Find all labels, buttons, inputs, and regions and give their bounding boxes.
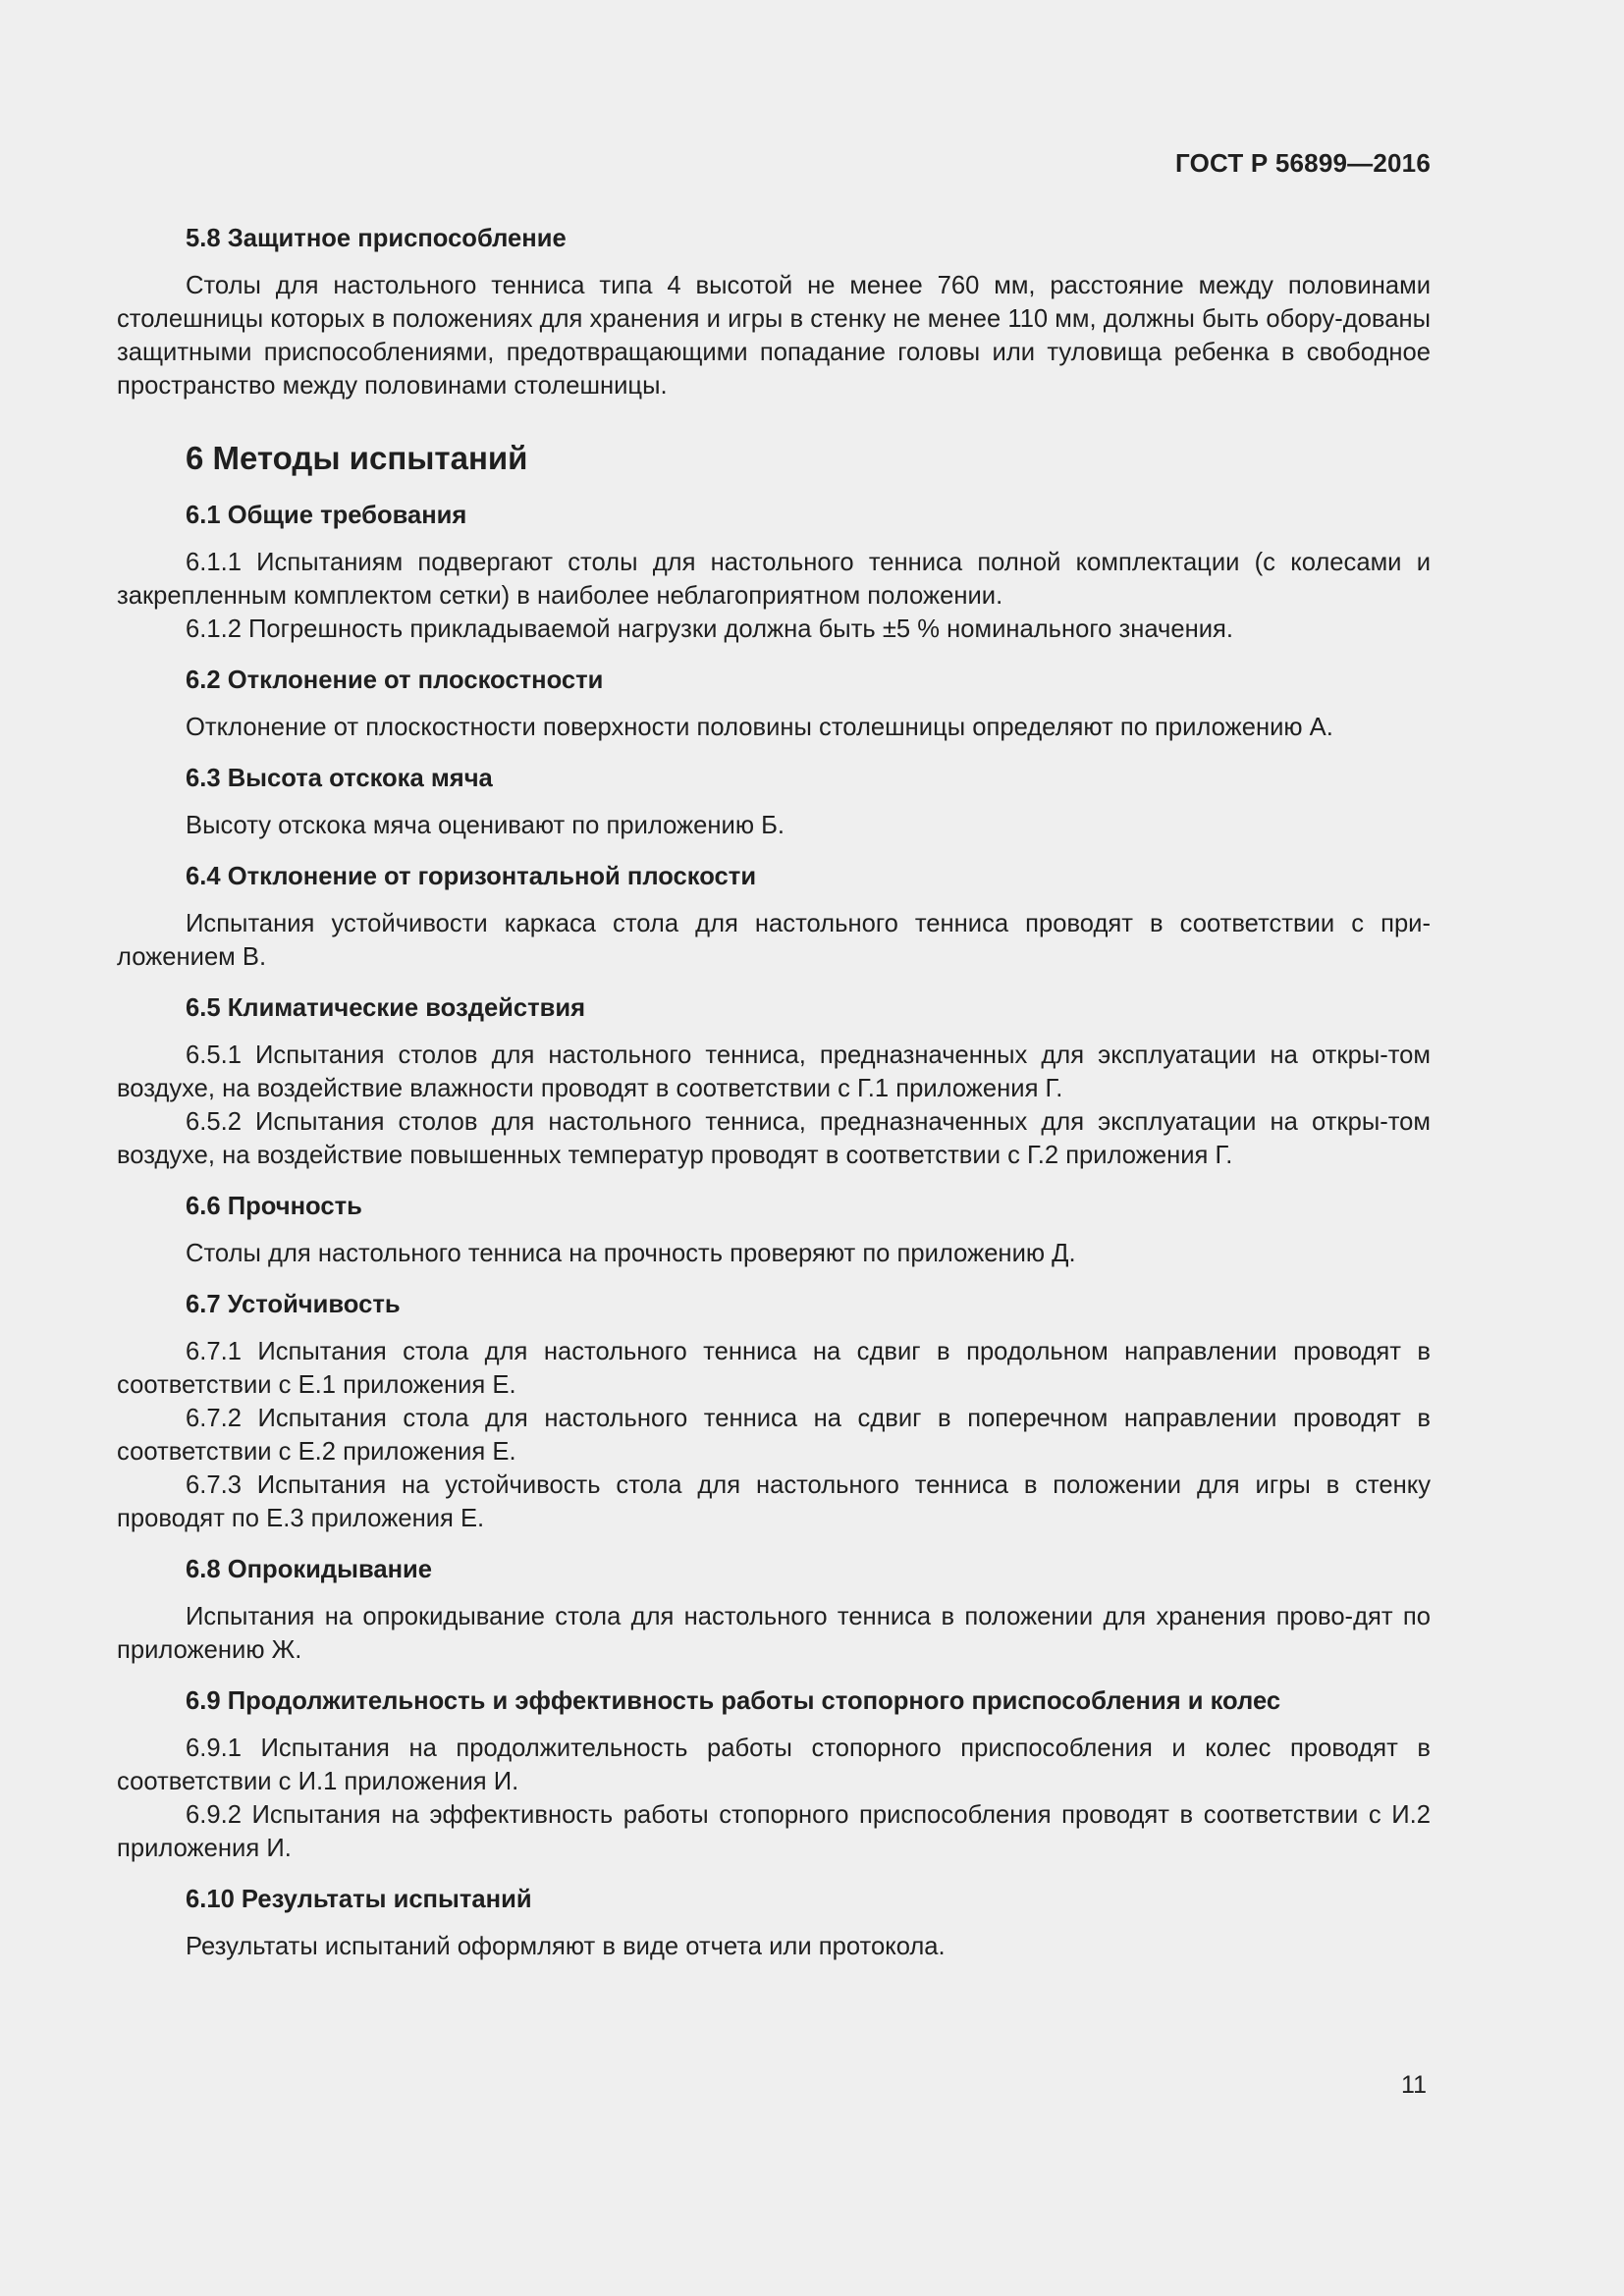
- section-6-7-2-text: 6.7.2 Испытания стола для настольного тенниса на сдвиг в поперечном направлении проводят в соответствии с Е.2 приложения Е.: [117, 1405, 1431, 1466]
- section-6-2-text: Отклонение от плоскостности поверхности половины столешницы определяют по приложению А.: [186, 714, 1333, 741]
- section-6-1-title: 6.1 Общие требования: [186, 502, 467, 529]
- section-6-1-1-text: 6.1.1 Испытаниям подвергают столы для настольного тенниса полной комплектации (с колесами и закрепленным комплектом сетки) в наиболее неблагоприятном положении.: [117, 549, 1431, 610]
- section-6-10-text: Результаты испытаний оформляют в виде отчета или протокола.: [186, 1933, 946, 1960]
- section-6-9-title: 6.9 Продолжительность и эффективность работы стопорного приспособления и колес: [186, 1687, 1281, 1715]
- section-6-4-title: 6.4 Отклонение от горизонтальной плоскости: [186, 863, 757, 890]
- section-6-10-title: 6.10 Результаты испытаний: [186, 1886, 532, 1913]
- section-6-4-text: Испытания устойчивости каркаса стола для настольного тенниса проводят в соответствии с при-ложением В.: [117, 910, 1431, 971]
- section-6-3-title: 6.3 Высота отскока мяча: [186, 765, 493, 792]
- section-6-8-text: Испытания на опрокидывание стола для настольного тенниса в положении для хранения прово-дят по приложению Ж.: [117, 1603, 1431, 1664]
- section-5-8-text: Столы для настольного тенниса типа 4 высотой не менее 760 мм, расстояние между половинами столешницы которых в положениях для хранения и игры в стенку не менее 110 мм, должны быть обору-дованы защитными приспособлениями, предотвращающими попадание головы или туловища ребенка в свободное пространство между половинами столешницы.: [117, 272, 1431, 400]
- section-6-9-1-text: 6.9.1 Испытания на продолжительность работы стопорного приспособления и колес проводят в соответствии с И.1 приложения И.: [117, 1735, 1431, 1795]
- page-number: 11: [1401, 2071, 1427, 2099]
- section-6-8-title: 6.8 Опрокидывание: [186, 1556, 433, 1583]
- section-6-6-text: Столы для настольного тенниса на прочность проверяют по приложению Д.: [186, 1240, 1076, 1267]
- section-6-title: 6 Методы испытаний: [186, 440, 528, 476]
- section-6-1-2-text: 6.1.2 Погрешность прикладываемой нагрузки должна быть ±5 % номинального значения.: [186, 615, 1234, 643]
- section-6-2-title: 6.2 Отклонение от плоскостности: [186, 667, 604, 694]
- section-6-7-3-text: 6.7.3 Испытания на устойчивость стола для настольного тенниса в положении для игры в стенку проводят по Е.3 приложения Е.: [117, 1471, 1431, 1532]
- section-5-8-title: 5.8 Защитное приспособление: [186, 225, 567, 252]
- section-6-5-2-text: 6.5.2 Испытания столов для настольного тенниса, предназначенных для эксплуатации на откры-том воздухе, на воздействие повышенных температур проводят в соответствии с Г.2 приложения Г.: [117, 1108, 1431, 1169]
- section-6-5-title: 6.5 Климатические воздействия: [186, 994, 586, 1022]
- document-id-header: ГОСТ Р 56899—2016: [1175, 148, 1431, 178]
- document-body: [117, 222, 1431, 1963]
- section-6-7-1-text: 6.7.1 Испытания стола для настольного тенниса на сдвиг в продольном направлении проводят в соответствии с Е.1 приложения Е.: [117, 1338, 1431, 1399]
- section-6-3-text: Высоту отскока мяча оценивают по приложению Б.: [186, 812, 785, 839]
- section-6-6-title: 6.6 Прочность: [186, 1193, 362, 1220]
- section-6-5-1-text: 6.5.1 Испытания столов для настольного тенниса, предназначенных для эксплуатации на откры-том воздухе, на воздействие влажности проводят в соответствии с Г.1 приложения Г.: [117, 1041, 1431, 1102]
- section-6-7-title: 6.7 Устойчивость: [186, 1291, 401, 1318]
- section-6-9-2-text: 6.9.2 Испытания на эффективность работы стопорного приспособления проводят в соответствии с И.2 приложения И.: [117, 1801, 1431, 1862]
